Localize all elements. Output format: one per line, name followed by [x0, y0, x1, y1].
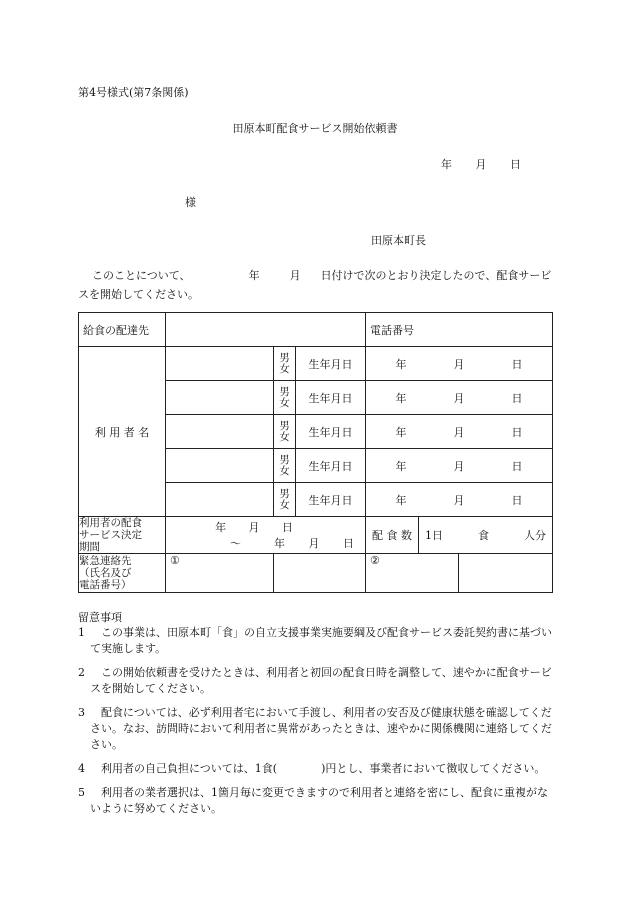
date-month: 月: [475, 158, 487, 171]
date-line: [441, 156, 521, 172]
issuer: 田原本町長: [371, 234, 426, 247]
note-item: 1 この事業は、田原本町「食」の自立支援事業実施要綱及び配食サービス委託契約書に基づいて実施します。: [78, 626, 552, 655]
dob-label: 生年月日: [296, 483, 366, 517]
user-name-field[interactable]: [166, 483, 274, 517]
user-sex[interactable]: 男 女: [274, 449, 296, 483]
emergency-label: 緊急連絡先 （氏名及び 電話番号）: [79, 554, 166, 593]
intro-part2: 日付けで次のとおり決定したので、配食サービスを開始してください。: [78, 269, 552, 301]
form-number: 第4号様式(第7条関係): [78, 86, 189, 99]
period-field[interactable]: 年 月 日 〜 年 月 日: [166, 517, 366, 554]
meal-count-field[interactable]: 1日 食 人分: [419, 517, 553, 554]
emergency-contact-1-phone[interactable]: [274, 554, 366, 593]
intro-month: 月: [289, 269, 301, 282]
note-item: 5 利用者の業者選択は、1箇月毎に変更できますので利用者と連絡を密にし、配食に重複がないように努めてください。: [78, 786, 548, 815]
intro-year: 年: [248, 269, 260, 282]
users-label: 利 用 者 名: [79, 347, 166, 517]
note-item: 3 配食については、必ず利用者宅において手渡し、利用者の安否及び健康状態を確認してください。なお、訪問時において利用者に異常があったときは、速やかに関係機関に連絡してください。: [78, 706, 552, 751]
note-item: 2 この開始依頼書を受けたときは、利用者と初回の配食日時を調整して、速やかに配食サービスを開始してください。: [78, 666, 552, 695]
period-label: 利用者の配食 サービス決定 期間: [79, 517, 166, 554]
user-name-field[interactable]: [166, 381, 274, 415]
dob-field[interactable]: 年 月 日: [366, 415, 553, 449]
dob-field[interactable]: 年 月 日: [366, 347, 553, 381]
dob-label: 生年月日: [296, 381, 366, 415]
user-name-field[interactable]: [166, 449, 274, 483]
request-table: [78, 312, 553, 593]
dob-field[interactable]: 年 月 日: [366, 483, 553, 517]
document-title: 田原本町配食サービス開始依頼書: [232, 122, 398, 135]
dob-label: 生年月日: [296, 347, 366, 381]
dob-label: 生年月日: [296, 449, 366, 483]
notes-list: [78, 625, 558, 825]
dob-field[interactable]: 年 月 日: [366, 381, 553, 415]
delivery-field[interactable]: [166, 313, 366, 347]
phone-label: 電話番号: [366, 313, 553, 347]
note-item: 4 利用者の自己負担については、1食( )円とし、事業者において徴収してください。: [78, 762, 546, 775]
emergency-contact-2[interactable]: ②: [366, 554, 459, 593]
intro-part1: このことについて、: [92, 269, 191, 282]
user-name-field[interactable]: [166, 415, 274, 449]
date-day: 日: [510, 158, 521, 171]
user-sex[interactable]: 男 女: [274, 381, 296, 415]
notes-heading: 留意事項: [78, 611, 122, 624]
user-name-field[interactable]: [166, 347, 274, 381]
dob-field[interactable]: 年 月 日: [366, 449, 553, 483]
emergency-contact-1[interactable]: ①: [166, 554, 274, 593]
meal-count-label: 配 食 数: [366, 517, 419, 554]
delivery-label: 給食の配達先: [79, 313, 166, 347]
user-sex[interactable]: 男 女: [274, 347, 296, 381]
user-sex[interactable]: 男 女: [274, 415, 296, 449]
intro-paragraph: [78, 266, 556, 304]
user-sex[interactable]: 男 女: [274, 483, 296, 517]
emergency-contact-2-phone[interactable]: [459, 554, 553, 593]
dob-label: 生年月日: [296, 415, 366, 449]
addressee-suffix: 様: [185, 196, 196, 209]
date-year: 年: [441, 158, 452, 171]
